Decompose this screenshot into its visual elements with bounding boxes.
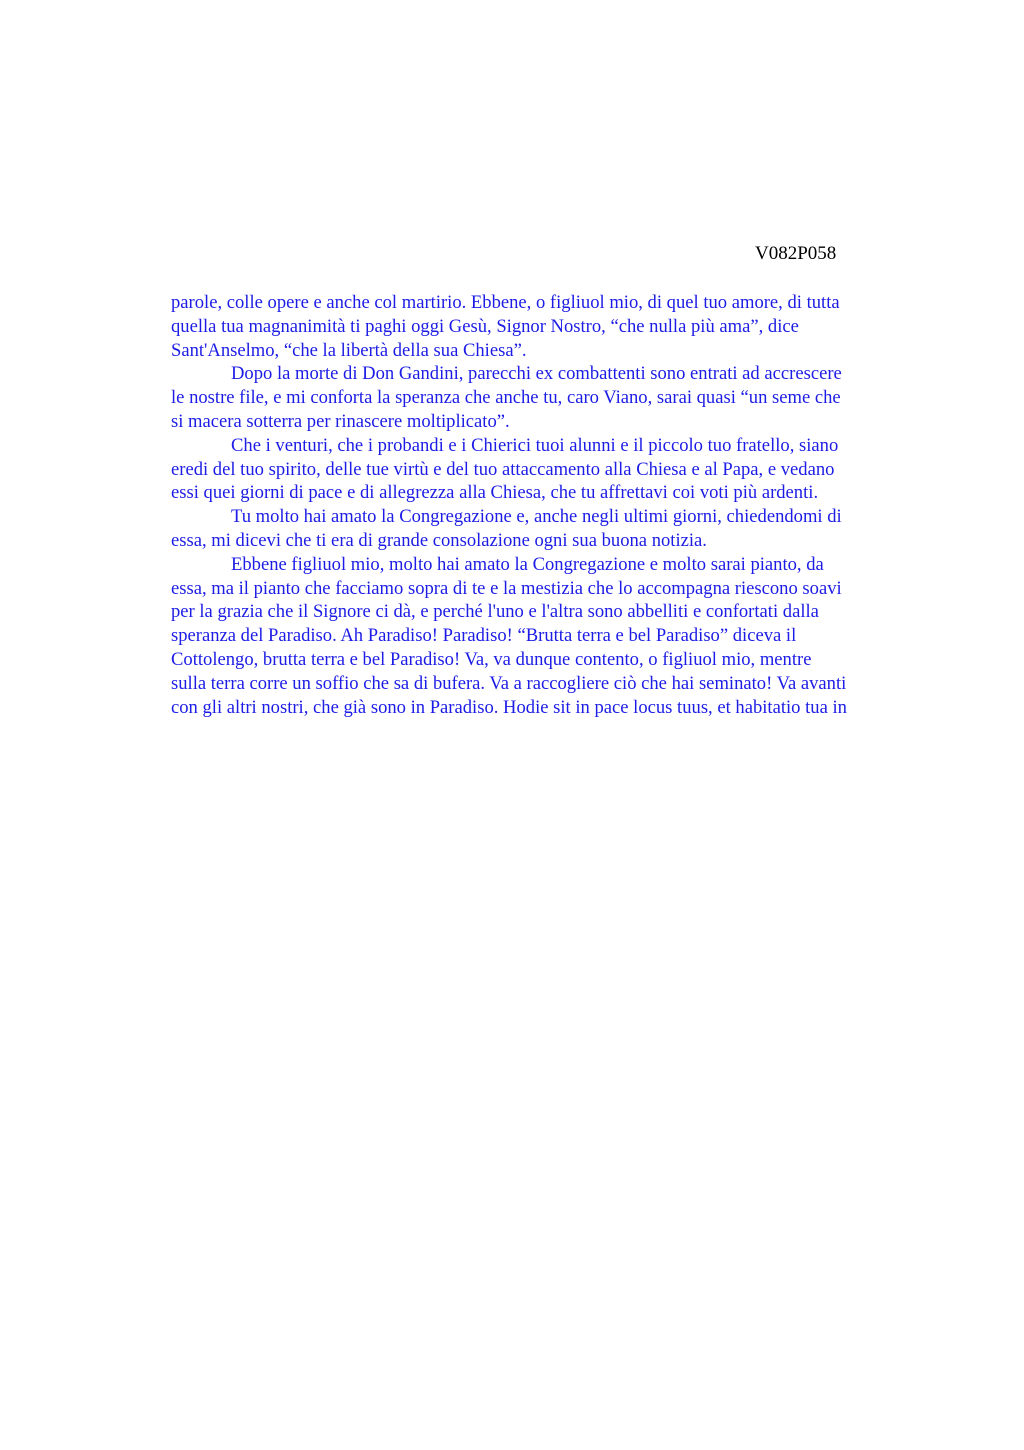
page-code: V082P058 [755,243,837,264]
text-line: Tu molto hai amato la Congregazione e, anche negli ultimi giorni, chiedendomi di [231,506,842,528]
document-body [171,291,951,719]
paragraph [171,505,951,553]
paragraph [171,553,951,720]
text-line: si macera sotterra per rinascere moltiplicato”. [171,410,510,432]
text-line: essi quei giorni di pace e di allegrezza alla Chiesa, che tu affrettavi coi voti più ardenti. [171,482,819,504]
text-line: quella tua magnanimità ti paghi oggi Gesù, Signor Nostro, “che nulla più ama”, dice [171,315,799,337]
text-line: con gli altri nostri, che già sono in Paradiso. Hodie sit in pace locus tuus, et habitatio tua in [171,696,847,718]
text-line: speranza del Paradiso. Ah Paradiso! Paradiso! “Brutta terra e bel Paradiso” diceva il [171,625,797,647]
text-line: parole, colle opere e anche col martirio. Ebbene, o figliuol mio, di quel tuo amore, di tutta [171,292,840,313]
text-line: Ebbene figliuol mio, molto hai amato la Congregazione e molto sarai pianto, da [231,553,824,575]
text-line: essa, mi dicevi che ti era di grande consolazione ogni sua buona notizia. [171,529,707,551]
text-line: essa, ma il pianto che facciamo sopra di te e la mestizia che lo accompagna riescono soavi [171,577,842,599]
paragraph [171,434,951,505]
text-line: per la grazia che il Signore ci dà, e perché l'uno e l'altra sono abbelliti e confortati dalla [171,601,819,623]
text-line: sulla terra corre un soffio che sa di bufera. Va a raccogliere ciò che hai seminato! Va avanti [171,672,847,694]
text-line: Sant'Anselmo, “che la libertà della sua Chiesa”. [171,339,527,361]
text-line: Dopo la morte di Don Gandini, parecchi ex combattenti sono entrati ad accrescere [231,363,842,385]
paragraph [171,291,951,362]
paragraph [171,362,951,433]
text-line: eredi del tuo spirito, delle tue virtù e del tuo attaccamento alla Chiesa e al Papa, e vedano [171,458,835,480]
text-line: le nostre file, e mi conforta la speranza che anche tu, caro Viano, sarai quasi “un seme che [171,387,841,409]
text-line: Cottolengo, brutta terra e bel Paradiso! Va, va dunque contento, o figliuol mio, mentre [171,648,812,670]
text-line: Che i venturi, che i probandi e i Chierici tuoi alunni e il piccolo tuo fratello, siano [231,434,839,456]
